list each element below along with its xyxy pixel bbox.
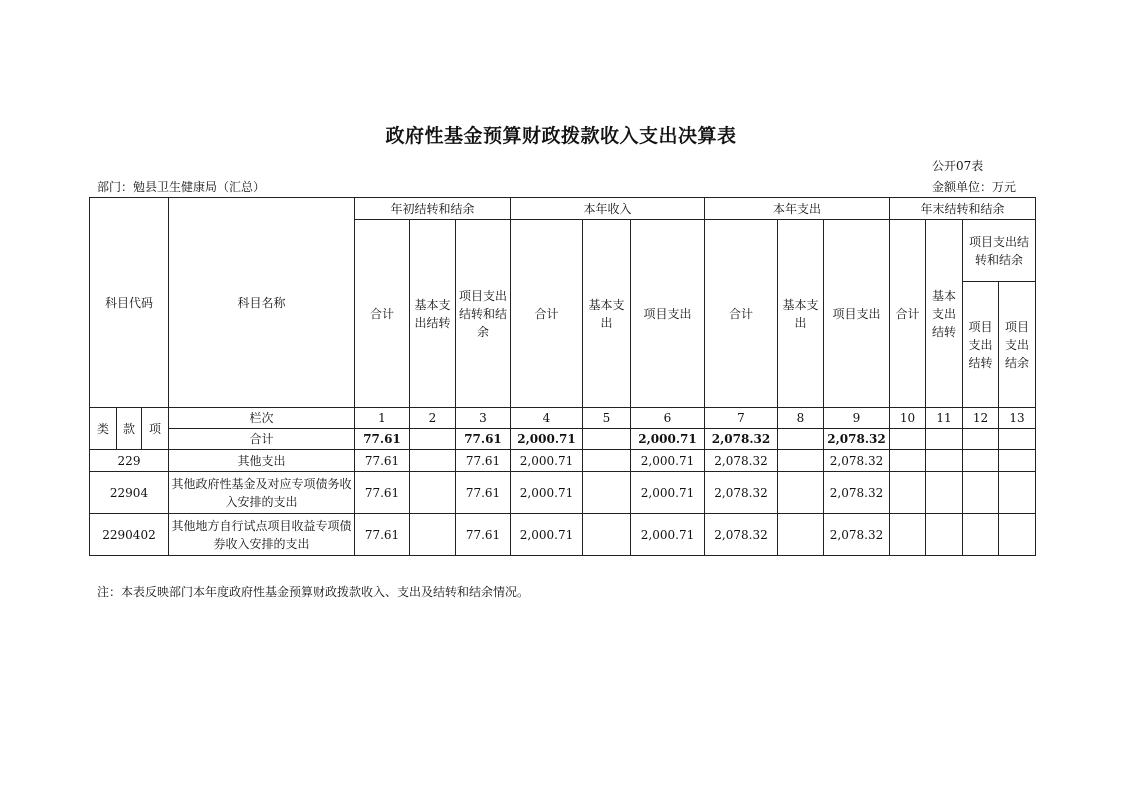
header-closing-basic: 基本支出结转 <box>926 220 963 408</box>
row-cell <box>926 450 963 472</box>
row-cell <box>778 472 824 514</box>
column-number: 8 <box>778 408 824 429</box>
form-number: 公开07表 <box>932 159 984 173</box>
header-expense-project: 项目支出 <box>824 220 890 408</box>
row-cell <box>926 514 963 556</box>
row-cell: 2,078.32 <box>824 514 890 556</box>
header-closing-total: 合计 <box>890 220 926 408</box>
page-title: 政府性基金预算财政拨款收入支出决算表 <box>385 125 737 147</box>
header-subject-name: 科目名称 <box>169 198 355 408</box>
total-cell: 2,000.71 <box>511 429 583 450</box>
header-opening-total: 合计 <box>355 220 410 408</box>
row-cell <box>583 472 631 514</box>
table-row <box>90 450 1036 472</box>
header-income-total: 合计 <box>511 220 583 408</box>
column-number: 10 <box>890 408 926 429</box>
row-cell <box>890 514 926 556</box>
total-cell <box>410 429 456 450</box>
total-cell: 2,078.32 <box>705 429 778 450</box>
total-cell <box>890 429 926 450</box>
total-cell: 77.61 <box>355 429 410 450</box>
header-group-income: 本年收入 <box>511 198 705 220</box>
row-cell: 2,078.32 <box>705 472 778 514</box>
column-number: 9 <box>824 408 890 429</box>
row-code: 2290402 <box>90 514 169 556</box>
row-cell <box>963 450 999 472</box>
header-group-closing: 年末结转和结余 <box>890 198 1036 220</box>
header-closing-project-carry: 项目支出结转 <box>963 282 999 408</box>
column-number: 11 <box>926 408 963 429</box>
column-number: 5 <box>583 408 631 429</box>
row-cell: 77.61 <box>456 450 511 472</box>
total-row <box>90 429 1036 450</box>
total-cell <box>963 429 999 450</box>
fund-table <box>89 197 1036 556</box>
header-expense-total: 合计 <box>705 220 778 408</box>
table-row <box>90 514 1036 556</box>
table-row <box>90 472 1036 514</box>
row-cell: 77.61 <box>355 514 410 556</box>
row-cell <box>999 514 1036 556</box>
row-cell: 2,078.32 <box>705 450 778 472</box>
header-group-expense: 本年支出 <box>705 198 890 220</box>
header-expense-basic: 基本支出 <box>778 220 824 408</box>
row-cell <box>890 472 926 514</box>
column-number: 2 <box>410 408 456 429</box>
header-kuan: 款 <box>117 408 142 450</box>
header-subject-code: 科目代码 <box>90 198 169 408</box>
row-cell <box>778 514 824 556</box>
total-label: 合计 <box>169 429 355 450</box>
row-cell: 2,000.71 <box>631 514 705 556</box>
row-cell <box>410 472 456 514</box>
unit-label: 金额单位：万元 <box>932 180 1017 194</box>
row-cell <box>583 450 631 472</box>
row-cell: 2,000.71 <box>511 450 583 472</box>
total-cell <box>926 429 963 450</box>
row-code: 229 <box>90 450 169 472</box>
row-cell <box>890 450 926 472</box>
row-cell <box>926 472 963 514</box>
header-closing-project-surplus: 项目支出结余 <box>999 282 1036 408</box>
row-cell <box>778 450 824 472</box>
header-income-project: 项目支出 <box>631 220 705 408</box>
header-class: 类 <box>90 408 117 450</box>
column-index-label: 栏次 <box>169 408 355 429</box>
total-cell: 2,078.32 <box>824 429 890 450</box>
row-cell <box>963 514 999 556</box>
department-label: 部门：勉县卫生健康局（汇总） <box>97 180 266 194</box>
row-cell: 2,078.32 <box>824 472 890 514</box>
table-note: 注：本表反映部门本年度政府性基金预算财政拨款收入、支出及结转和结余情况。 <box>97 585 530 599</box>
column-number: 13 <box>999 408 1036 429</box>
row-cell <box>999 450 1036 472</box>
column-number: 4 <box>511 408 583 429</box>
row-cell: 77.61 <box>355 450 410 472</box>
header-group-opening: 年初结转和结余 <box>355 198 511 220</box>
column-number: 12 <box>963 408 999 429</box>
column-number: 6 <box>631 408 705 429</box>
row-cell <box>410 514 456 556</box>
row-cell: 2,078.32 <box>705 514 778 556</box>
row-cell: 77.61 <box>355 472 410 514</box>
column-number: 7 <box>705 408 778 429</box>
column-number: 1 <box>355 408 410 429</box>
row-cell: 2,000.71 <box>511 514 583 556</box>
row-cell <box>963 472 999 514</box>
row-cell <box>410 450 456 472</box>
total-cell: 77.61 <box>456 429 511 450</box>
row-name: 其他政府性基金及对应专项债务收入安排的支出 <box>169 472 355 514</box>
row-cell: 2,078.32 <box>824 450 890 472</box>
column-number: 3 <box>456 408 511 429</box>
row-cell <box>583 514 631 556</box>
header-closing-project-group: 项目支出结转和结余 <box>963 220 1036 282</box>
row-name: 其他地方自行试点项目收益专项债券收入安排的支出 <box>169 514 355 556</box>
row-cell: 77.61 <box>456 472 511 514</box>
total-cell <box>999 429 1036 450</box>
row-cell: 77.61 <box>456 514 511 556</box>
header-opening-project: 项目支出结转和结余 <box>456 220 511 408</box>
row-cell: 2,000.71 <box>511 472 583 514</box>
row-name: 其他支出 <box>169 450 355 472</box>
header-opening-basic: 基本支出结转 <box>410 220 456 408</box>
row-cell: 2,000.71 <box>631 472 705 514</box>
total-cell <box>778 429 824 450</box>
total-cell: 2,000.71 <box>631 429 705 450</box>
row-cell: 2,000.71 <box>631 450 705 472</box>
row-cell <box>999 472 1036 514</box>
header-xiang: 项 <box>142 408 169 450</box>
row-code: 22904 <box>90 472 169 514</box>
total-cell <box>583 429 631 450</box>
header-income-basic: 基本支出 <box>583 220 631 408</box>
